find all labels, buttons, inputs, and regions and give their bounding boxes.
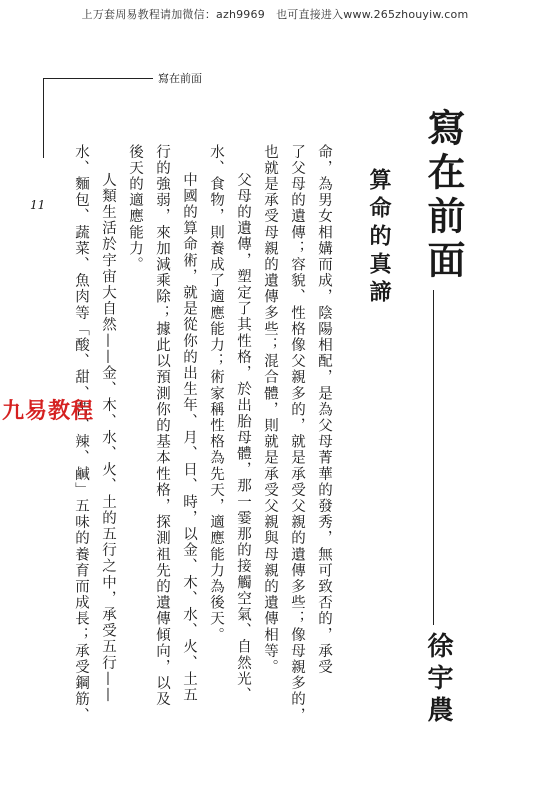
title-rule (433, 290, 434, 625)
page-number: 11 (30, 198, 46, 212)
body-line-3: 也就是承受母親的遺傳多些；混合體，則就是承受父親與母親的遺傳相等。 (262, 144, 278, 676)
header-rule-vertical (43, 78, 44, 158)
body-line-1: 命，為男女相媾而成，陰陽相配，是為父母菁華的發秀，無可致否的，承受 (316, 144, 332, 676)
body-line-9: 人類生活於宇宙大自然——金、木、水、火、土的五行之中，承受五行—— (100, 172, 116, 704)
body-line-4: 父母的遺傳，塑定了其性格，於出胎母體，那一霎那的接觸空氣、自然光、 (235, 172, 251, 704)
header-rule (43, 78, 153, 79)
brand-watermark: 九易教程 (2, 399, 95, 424)
body-line-2: 了父母的遺傳；容貌、性格像父親多的，就是承受父親的遺傳多些；像母親多的， (289, 144, 305, 724)
running-head: 寫在前面 (158, 72, 202, 85)
body-line-5: 水、食物，則養成了適應能力；術家稱性格為先天，適應能力為後天。 (208, 144, 224, 644)
body-line-10: 水、麵包、蔬菜、魚肉等「酸、甜、苦、辣、鹹」五味的養育而成長；承受鋼筋、 (73, 144, 89, 724)
body-line-8: 後天的適應能力。 (127, 144, 143, 273)
author-name: 徐宇農 (423, 632, 453, 728)
top-banner-watermark: 上万套周易教程请加微信：azh9969 也可直接进入www.265zhouyiw.com (81, 8, 469, 21)
chapter-title: 寫在前面 (421, 108, 466, 284)
body-line-6: 中國的算命術，就是從你的出生年、月、日、時，以金、木、水、火、土五 (181, 172, 197, 704)
body-line-7: 行的強弱，來加減乘除；據此以預測你的基本性格，探測祖先的遺傳傾向，以及 (154, 144, 170, 708)
section-subtitle: 算命的真諦 (366, 168, 392, 308)
